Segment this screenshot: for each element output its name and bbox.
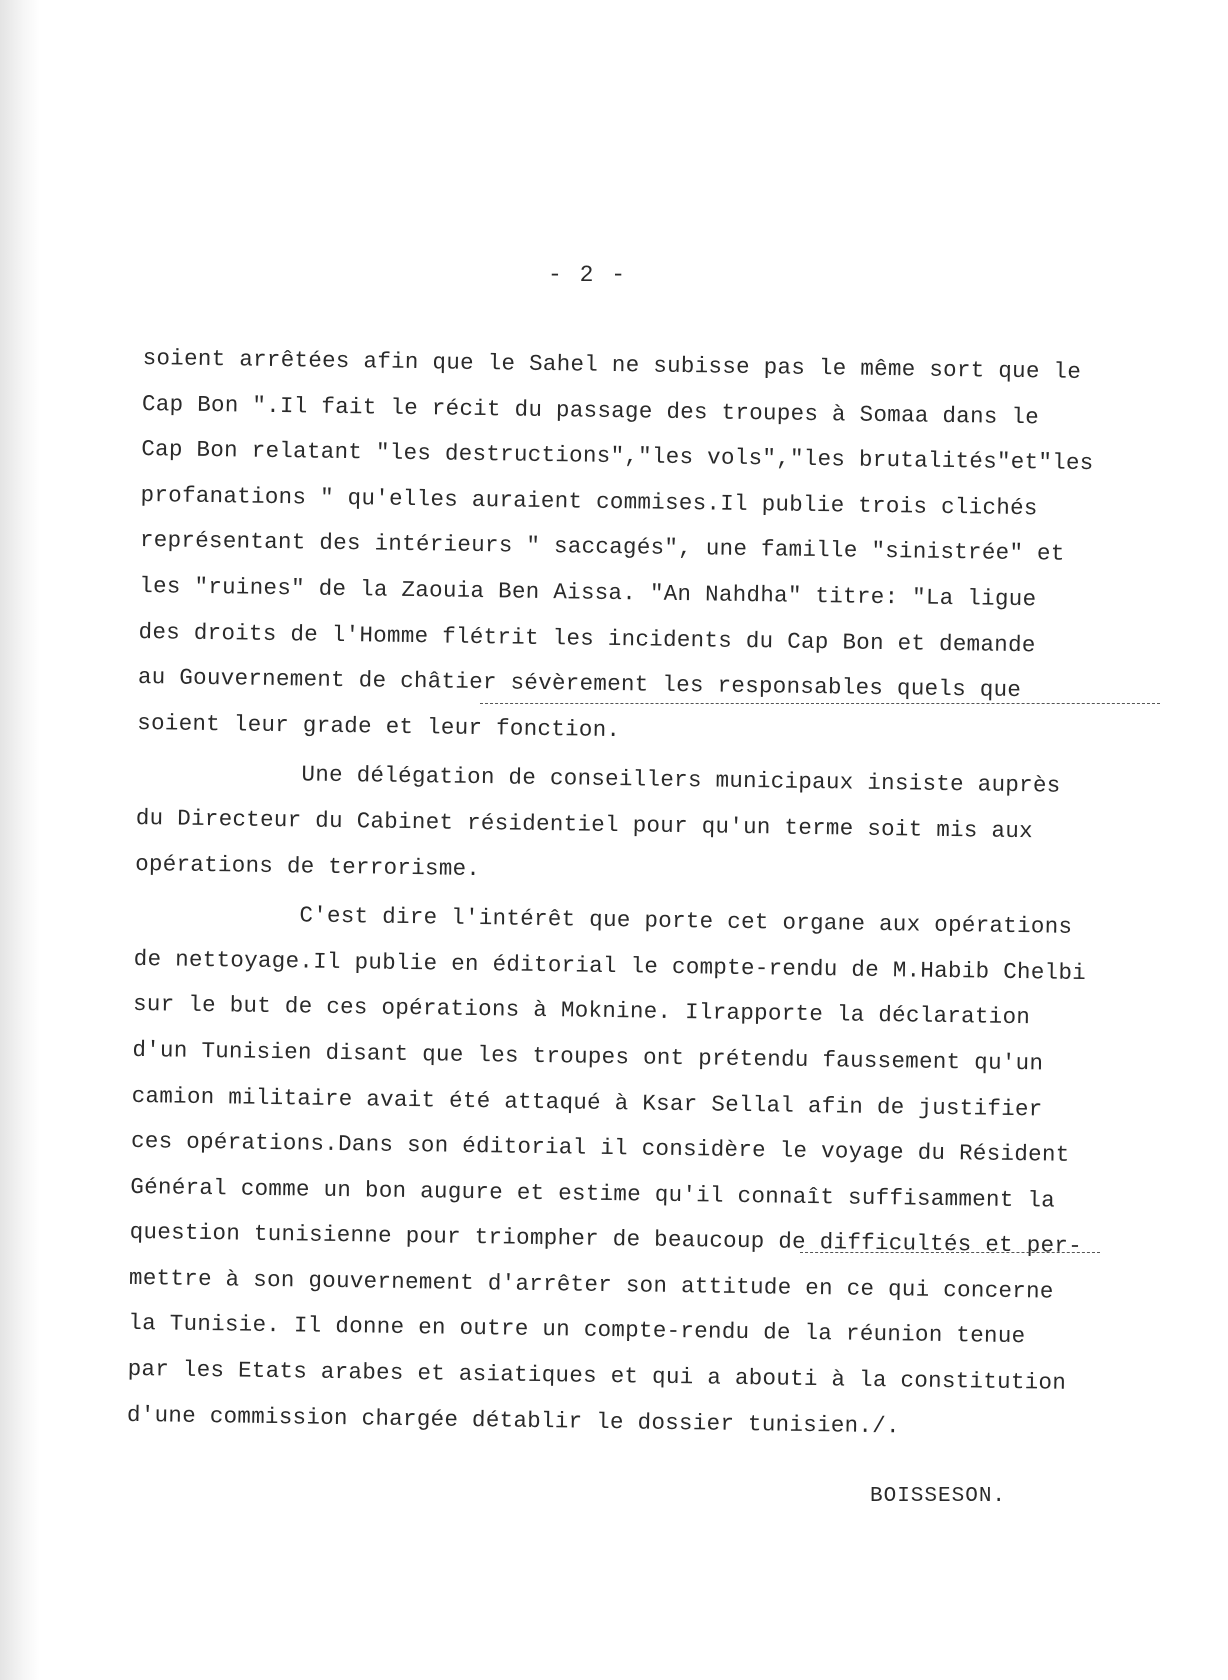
scan-edge-shadow [0, 0, 40, 1680]
paragraph-1 [137, 336, 1123, 761]
text-line: question tunisienne pour triompher de beaucoup de difficultés et per- [129, 1219, 1083, 1260]
underline-mark [480, 703, 1160, 704]
text-line: profanations " qu'elles auraient commises.Il publie trois clichés [140, 481, 1038, 522]
signature: BOISSESON. [870, 1485, 1007, 1508]
text-line: soient leur grade et leur fonction. [137, 709, 621, 743]
text-line: Général comme un bon augure et estime qu'il connaît suffisamment la [130, 1173, 1056, 1214]
text-line: des droits de l'Homme flétrit les incidents du Cap Bon et demande [138, 618, 1036, 658]
text-line: les "ruines" de la Zaouia Ben Aissa. "An Nahdha" titre: "La ligue [139, 572, 1037, 613]
page-number: - 2 - [548, 262, 628, 288]
text-line: d'une commission chargée détablir le dossier tunisien./. [126, 1401, 901, 1440]
text-line: soient arrêtées afin que le Sahel ne subisse pas le même sort que le [142, 344, 1082, 385]
text-line: mettre à son gouvernement d'arrêter son attitude en ce qui concerne [128, 1264, 1054, 1305]
paragraph-3 [127, 891, 1115, 1453]
text-line: du Directeur du Cabinet résidentiel pour qu'un terme soit mis aux [135, 804, 1034, 845]
text-line: camion militaire avait été attaqué à Ksar Sellal afin de justifier [131, 1082, 1043, 1122]
text-line: Cap Bon ".Il fait le récit du passage des troupes à Somaa dans le [141, 390, 1040, 430]
underline-mark [800, 1252, 1100, 1253]
text-line: opérations de terrorisme. [134, 850, 481, 882]
paragraph-2 [135, 750, 1117, 901]
document-body [127, 336, 1123, 1453]
text-line: d'un Tunisien disant que les troupes ont prétendu faussement qu'un [132, 1036, 1044, 1077]
text-line: la Tunisie. Il donne en outre un compte-rendu de la réunion tenue [128, 1310, 1026, 1350]
text-line: au Gouvernement de châtier sévèrement les responsables quels que [137, 664, 1022, 704]
text-line: par les Etats arabes et asiatiques et qui a abouti à la constitution [127, 1355, 1067, 1396]
text-line: Une délégation de conseillers municipaux insiste auprès [301, 761, 1061, 800]
text-line: sur le but de ces opérations à Moknine. Ilrapporte la déclaration [132, 991, 1031, 1031]
text-line: de nettoyage.Il publie en éditorial le compte-rendu de M.Habib Chelbi [133, 945, 1087, 986]
text-line: ces opérations.Dans son éditorial il considère le voyage du Résident [130, 1128, 1070, 1168]
text-line: C'est dire l'intérêt que porte cet organe aux opérations [299, 902, 1073, 940]
text-line: représentant des intérieurs " saccagés", une famille "sinistrée" et [139, 527, 1065, 568]
text-line: Cap Bon relatant "les destructions","les vols","les brutalités"et"les [141, 436, 1094, 477]
